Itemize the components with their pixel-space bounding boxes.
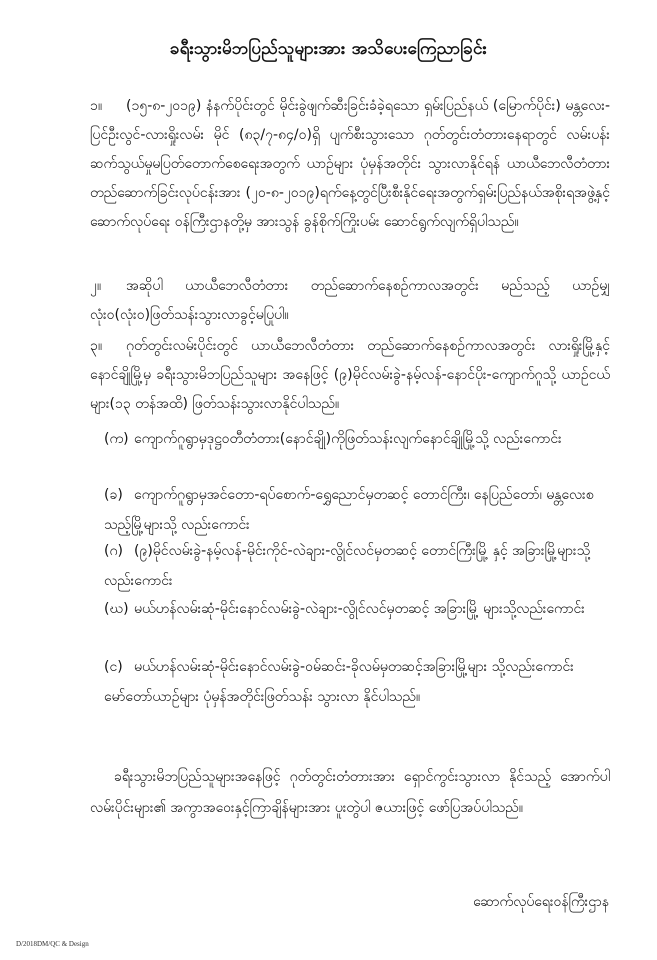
item-marker: (ဂ) bbox=[104, 543, 123, 559]
route-item-kha bbox=[104, 480, 604, 540]
footer-code: D/2018DM/QC & Design bbox=[16, 940, 89, 948]
item-text: ကျောက်ဂူရွာမှအင်တော-ရပ်စောက်-ရွှေညောင်မှတဆင့် တောင်ကြီး၊ နေပြည်တော်၊ မန္တလေးစသည့်မြို့များသို့ လည်းကောင်း bbox=[104, 487, 594, 533]
paragraph-text: အဆိုပါ ယာယီဘေလီတံတား တည်ဆောက်နေစဉ်ကာလအတွင်း မည်သည့် ယာဉ်မျှ လုံး၀(လုံး၀)ဖြတ်သန်းသွားလာခွင့်မပြုပါ။ bbox=[90, 278, 610, 323]
route-item-ka bbox=[104, 424, 604, 454]
item-marker: (ဃ) bbox=[104, 601, 129, 617]
item-marker: (ခ) bbox=[104, 487, 123, 503]
item-text: မယ်ဟန်လမ်းဆုံ-မိုင်းနောင်လမ်းခွဲ-လဲချား-လွိုင်လင်မှတဆင့် အခြားမြို့ များသို့လည်းကောင်း bbox=[134, 601, 585, 617]
paragraph-text: ဂုတ်တွင်းလမ်းပိုင်းတွင် ယာယီဘေလီတံတား တည်ဆောက်နေစဉ်ကာလအတွင်း လားရှိုးမြို့နှင့် နောင်ချိုမြို့မှ ခရီးသွားမိဘပြည်သူများ အနေဖြင့် (၉)မိုင်လမ်းခွဲ-နမ့်လန်-နောင်ပိုး-ကျောက်ဂူသို့ ယာဉ်ငယ်များ(၁၃ တန်အထိ) ဖြတ်သန်းသွားလာနိုင်ပါသည်။ bbox=[90, 338, 610, 412]
paragraph-3 bbox=[90, 332, 610, 419]
paragraph-number: ၃။ bbox=[90, 338, 103, 354]
item-marker: (က) bbox=[104, 431, 129, 447]
paragraph-2 bbox=[90, 272, 610, 330]
closing-paragraph: ခရီးသွားမိဘပြည်သူများအနေဖြင့် ဂုတ်တွင်းတံတားအား ရှောင်ကွင်းသွားလာ နိုင်သည့် အောက်ပါလမ်းပိုင်းများ၏ အကွာအဝေးနှင့်ကြာချိန်များအား ပူးတွဲပါ ဇယားဖြင့် ဖော်ပြအပ်ပါသည်။ bbox=[90, 769, 610, 816]
paragraph-number: ၂။ bbox=[90, 278, 102, 294]
route-item-gha bbox=[104, 594, 604, 624]
item-marker: (င) bbox=[104, 659, 123, 675]
paragraph-1 bbox=[90, 92, 610, 237]
item-text: မယ်ဟန်လမ်းဆုံ-မိုင်းနောင်လမ်းခွဲ-ဝမ်ဆင်း-ခိုလမ်မှတဆင့်အခြားမြို့များ သို့လည်းကောင်း မော်တော်ယာဉ်များ ပုံမှန်အတိုင်းဖြတ်သန်း သွားလာ နိုင်ပါသည်။ bbox=[104, 659, 574, 705]
item-text: ကျောက်ဂူရွာမှဒုဋ္ဌဝတီတံတား(နောင်ချို)ကိုဖြတ်သန်းလျက်နောင်ချိုမြို့သို့ လည်းကောင်း bbox=[134, 431, 562, 447]
paragraph-number: ၁။ bbox=[90, 98, 103, 114]
route-item-nga bbox=[104, 652, 604, 712]
paragraph-text: (၁၅-၈-၂၀၁၉) နံနက်ပိုင်းတွင် မိုင်းခွဲဖျက်ဆီးခြင်းခံခဲ့ရသော ရှမ်းပြည်နယ် (မြောက်ပိုင်း) မန္တလေး-ပြင်ဦးလွင်-လားရှိုးလမ်း မိုင် (၈၃/၇-၈၄/၀)ရှိ ပျက်စီးသွားသော ဂုတ်တွင်းတံတားနေရာတွင် လမ်းပန်းဆက်သွယ်မှုမပြတ်တောက်စေရေးအတွက် ယာဉ်များ ပုံမှန်အတိုင်း သွားလာနိုင်ရန် ယာယီဘေလီတံတား တည်ဆောက်ခြင်းလုပ်ငန်းအား (၂၀-၈-၂၀၁၉)ရက်နေ့တွင်ပြီးစီးနိုင်ရေးအတွက်ရှမ်းပြည်နယ်အစိုးရအဖွဲ့နှင့်ဆောက်လုပ်ရေး ဝန်ကြီးဌာနတို့မှ အားသွန် ခွန်စိုက်ကြိုးပမ်း ဆောင်ရွက်လျက်ရှိပါသည်။ bbox=[90, 98, 610, 230]
item-text: (၉)မိုင်လမ်းခွဲ-နမ့်လန်-မိုင်းကိုင်-လဲချား-လွိုင်လင်မှတဆင့် တောင်ကြီးမြို့ နှင့် အခြားမြို့များသို့လည်းကောင်း bbox=[104, 543, 591, 589]
route-item-ga bbox=[104, 536, 604, 596]
page-title: ခရီးသွားမိဘပြည်သူများအား အသိပေးကြေညာခြင်း bbox=[170, 39, 487, 59]
issuer-signature: ဆောက်လုပ်ရေးဝန်ကြီးဌာန bbox=[473, 894, 609, 910]
